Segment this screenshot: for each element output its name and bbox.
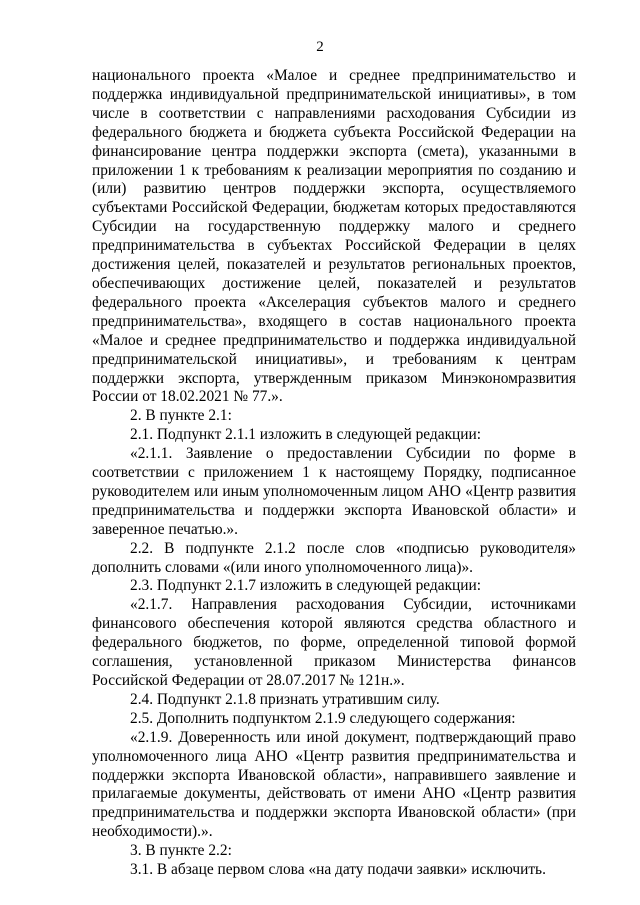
paragraph-quote-2-1-1: «2.1.1. Заявление о предоставлении Субсидии по форме в соответствии с приложением 1 к настоящему Порядку, подписанное руководителем или иным уполномоченным лицом АНО «Центр развития предпринимательства и поддержки экспорта Ивановской области» и заверенное печатью.». bbox=[92, 445, 576, 538]
paragraph-continuation: национального проекта «Малое и среднее предпринимательство и поддержка индивидуальной предпринимательской инициативы», в том числе в соответствии с направлениями расходования Субсидии из федерального бюджета и бюджета субъекта Российской Федерации на финансирование центра поддержки экспорта (смета), указанными в приложении 1 к требованиям к реализации мероприятия по созданию и (или) развитию центров поддержки экспорта, осуществляемого субъектами Российской Федерации, бюджетам которых предоставляются Субсидии на государственную поддержку малого и среднего предпринимательства в субъектах Российской Федерации в целях достижения целей, показателей и результатов региональных проектов, обеспечивающих достижение целей, показателей и результатов федерального проекта «Акселерация субъектов малого и среднего предпринимательства», входящего в состав национального проекта «Малое и среднее предпринимательство и поддержка индивидуальной предпринимательской инициативы», и требованиям к центрам поддержки экспорта, утвержденным приказом Минэкономразвития России от 18.02.2021 № 77.». bbox=[92, 67, 576, 406]
page-number: 2 bbox=[316, 39, 324, 55]
paragraph-item-2-2: 2.2. В подпункте 2.1.2 после слов «подписью руководителя» дополнить словами «(или иного уполномоченного лица)». bbox=[92, 539, 576, 576]
paragraph-quote-2-1-7: «2.1.7. Направления расходования Субсидии, источниками финансового обеспечения которой являются средства областного и федерального бюджетов, по форме, определенной типовой формой соглашения, установленной приказом Министерства финансов Российской Федерации от 28.07.2017 № 121н.». bbox=[92, 596, 576, 689]
paragraph-item-2-3: 2.3. Подпункт 2.1.7 изложить в следующей редакции: bbox=[130, 577, 482, 595]
paragraph-item-2-5: 2.5. Дополнить подпунктом 2.1.9 следующего содержания: bbox=[130, 709, 516, 727]
paragraph-item-3: 3. В пункте 2.2: bbox=[130, 842, 232, 860]
paragraph-item-2-1: 2.1. Подпункт 2.1.1 изложить в следующей редакции: bbox=[130, 426, 482, 444]
paragraph-item-2-4: 2.4. Подпункт 2.1.8 признать утратившим силу. bbox=[130, 690, 440, 708]
paragraph-quote-2-1-9: «2.1.9. Доверенность или иной документ, подтверждающий право уполномоченного лица АНО «Центр развития предпринимательства и поддержки экспорта Ивановской области», направившего заявление и прилагаемые документы, действовать от имени АНО «Центр развития предпринимательства и поддержки экспорта Ивановской области» (при необходимости).». bbox=[92, 728, 576, 841]
document-body bbox=[92, 67, 576, 880]
paragraph-item-3-1: 3.1. В абзаце первом слова «на дату подачи заявки» исключить. bbox=[130, 861, 546, 879]
paragraph-item-2: 2. В пункте 2.1: bbox=[130, 407, 232, 425]
